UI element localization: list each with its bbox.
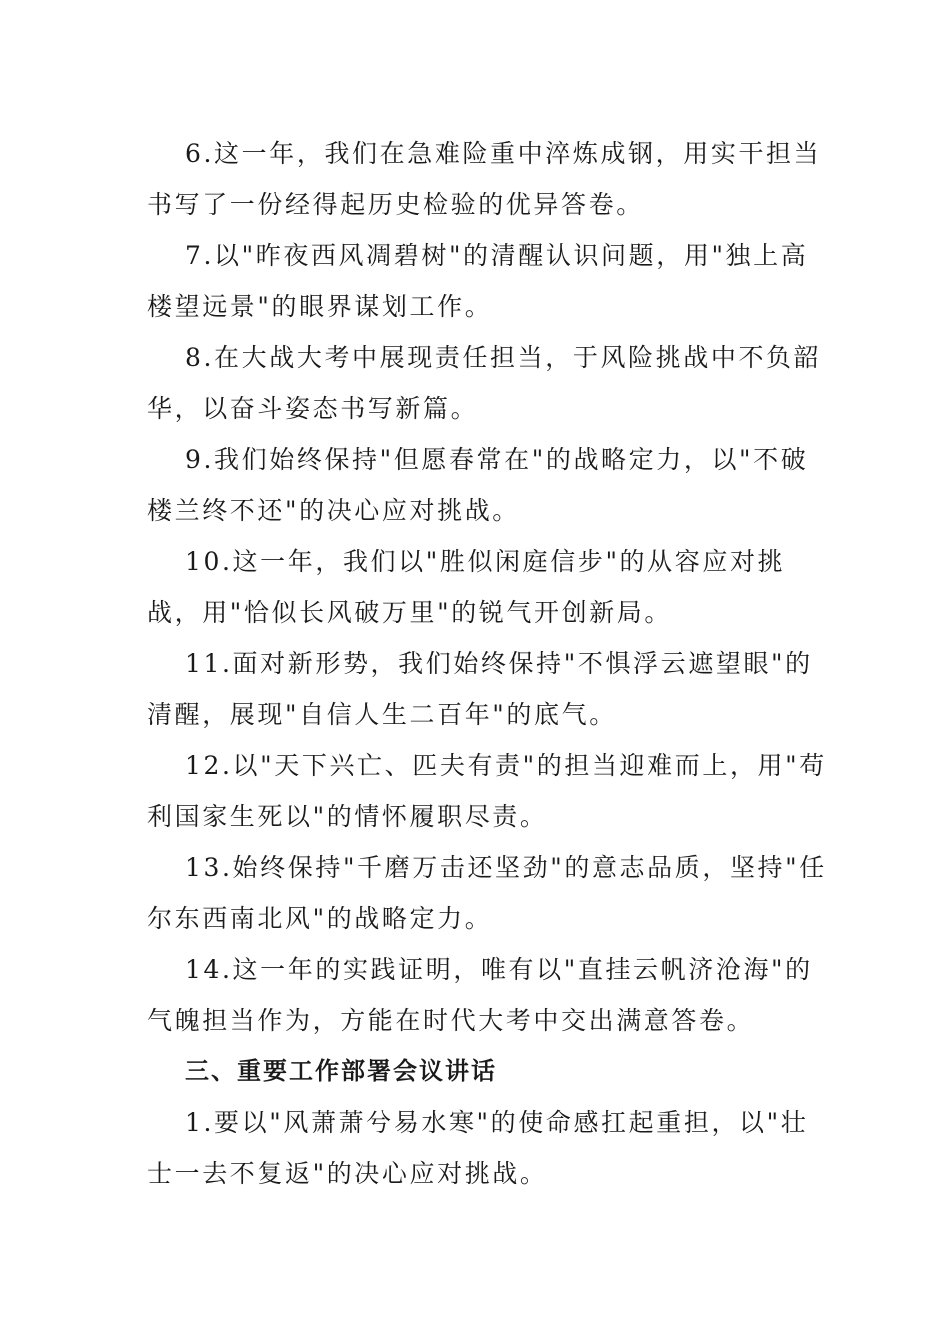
paragraph-8: 8.在大战大考中展现责任担当，于风险挑战中不负韶华，以奋斗姿态书写新篇。 [147,343,822,423]
paragraph-13: 13.始终保持"千磨万击还坚劲"的意志品质，坚持"任尔东西南北风"的战略定力。 [147,853,827,933]
paragraph-9: 9.我们始终保持"但愿春常在"的战略定力，以"不破楼兰终不还"的决心应对挑战。 [147,445,809,525]
paragraph-11: 11.面对新形势，我们始终保持"不惧浮云遮望眼"的清醒，展现"自信人生二百年"的底气。 [147,649,813,729]
section-heading: 三、重要工作部署会议讲话 [185,1057,497,1085]
document-body [147,128,827,1199]
paragraph-14: 14.这一年的实践证明，唯有以"直挂云帆济沧海"的气魄担当作为，方能在时代大考中交出满意答卷。 [147,955,813,1035]
paragraph-10: 10.这一年，我们以"胜似闲庭信步"的从容应对挑战，用"恰似长风破万里"的锐气开创新局。 [147,547,786,627]
section-paragraph-1: 1.要以"风萧萧兮易水寒"的使命感扛起重担，以"壮士一去不复返"的决心应对挑战。 [147,1108,809,1188]
paragraph-12: 12.以"天下兴亡、匹夫有责"的担当迎难而上，用"苟利国家生死以"的情怀履职尽责。 [147,751,827,831]
paragraph-7: 7.以"昨夜西风凋碧树"的清醒认识问题，用"独上高楼望远景"的眼界谋划工作。 [147,241,809,321]
paragraph-6: 6.这一年，我们在急难险重中淬炼成钢，用实干担当书写了一份经得起历史检验的优异答卷。 [147,139,822,219]
